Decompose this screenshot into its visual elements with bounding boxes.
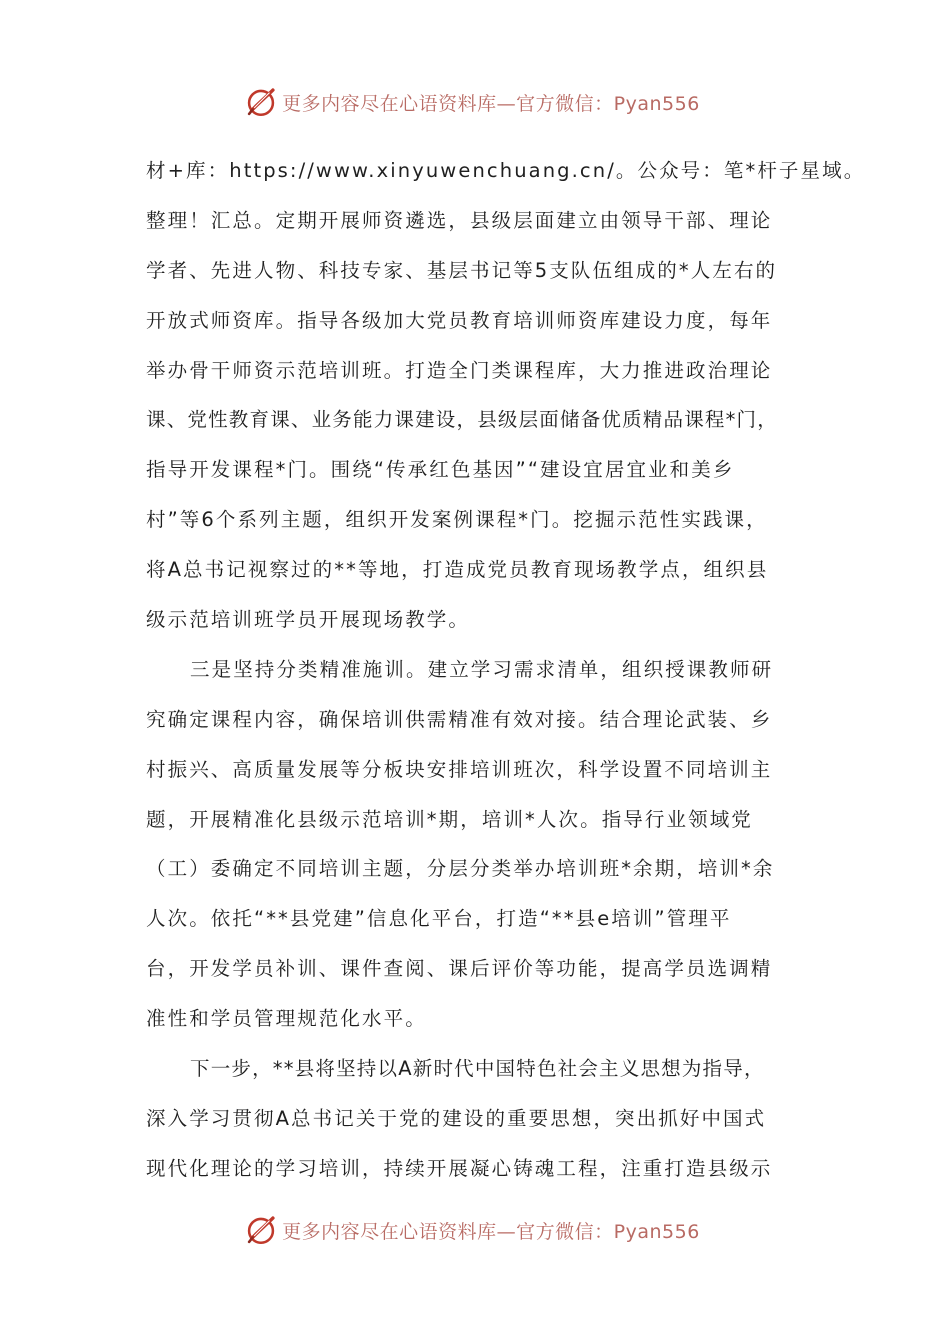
footer-banner-text: 更多内容尽在心语资料库—官方微信：Pyan556 [282,1220,700,1243]
pen-logo-icon [244,1213,278,1247]
pen-logo-icon [244,85,278,119]
text-line: 举办骨干师资示范培训班。打造全门类课程库，大力推进政治理论 [146,358,773,382]
text-line: 课、党性教育课、业务能力课建设，县级层面储备优质精品课程*门， [146,408,778,432]
text-line: 材+库：https://www.xinyuwenchuang.cn/。公众号：笔*杆子星域。 [146,159,866,182]
text-line: 台，开发学员补训、课件查阅、课后评价等功能，提高学员选调精 [146,957,773,981]
text-line: 级示范培训班学员开展现场教学。 [146,608,471,632]
text-line: 究确定课程内容，确保培训供需精准有效对接。结合理论武装、乡 [146,707,773,731]
paragraph-start-line: 下一步，**县将坚持以A新时代中国特色社会主义思想为指导， [190,1057,765,1081]
text-line: 题，开展精准化县级示范培训*期，培训*人次。指导行业领域党 [146,807,753,831]
text-line: 开放式师资库。指导各级加大党员教育培训师资库建设力度，每年 [146,308,773,332]
text-line: 整理！汇总。定期开展师资遴选，县级层面建立由领导干部、理论 [146,208,773,232]
paragraph-start-line: 三是坚持分类精准施训。建立学习需求清单，组织授课教师研 [190,657,774,681]
header-banner-text: 更多内容尽在心语资料库—官方微信：Pyan556 [282,92,700,115]
text-line: （工）委确定不同培训主题，分层分类举办培训班*余期，培训*余 [146,857,775,881]
header-wechat-id: Pyan556 [613,92,700,115]
header-banner [0,82,950,122]
text-line: 现代化理论的学习培训，持续开展凝心铸魂工程，注重打造县级示 [146,1156,773,1180]
text-line: 指导开发课程*门。围绕“传承红色基因”“建设宜居宜业和美乡 [146,458,735,482]
text-line: 将A总书记视察过的**等地，打造成党员教育现场教学点，组织县 [146,558,769,582]
text-line: 村”等6个系列主题，组织开发案例课程*门。挖掘示范性实践课， [146,508,768,532]
text-line: 村振兴、高质量发展等分板块安排培训班次，科学设置不同培训主 [146,757,773,781]
footer-banner [0,1210,950,1250]
document-body [146,146,866,1194]
text-line: 人次。依托“**县党建”信息化平台，打造“**县e培训”管理平 [146,907,732,931]
text-line: 学者、先进人物、科技专家、基层书记等5支队伍组成的*人左右的 [146,258,778,282]
text-line: 准性和学员管理规范化水平。 [146,1007,427,1031]
text-line: 深入学习贯彻A总书记关于党的建设的重要思想，突出抓好中国式 [146,1106,767,1130]
footer-wechat-id: Pyan556 [613,1220,700,1243]
